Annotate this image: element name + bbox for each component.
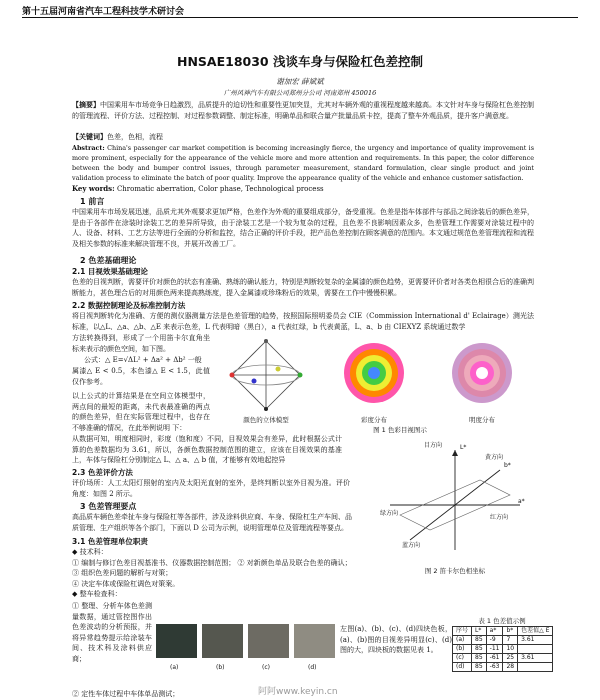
section-2-2-text-c: 属漆△ E < 0.5，本色漆△ E < 1.5，此值仅作参考。 <box>72 367 210 386</box>
swatch-c <box>248 624 289 658</box>
direction-label: 蓝方向 <box>402 542 421 549</box>
axis-label-b: b* <box>504 462 511 469</box>
section-2-2-heading: 2.2 数据控制理论及标准控制方法 <box>72 301 186 310</box>
table-cell: -63 <box>486 663 503 672</box>
abstract-en: Abstract: China's passenger car market competition is becoming increasingly fierce, the urgency and importance of quality improvement is more prominent, especially for the appearance of the vehicle more and more attention and requirements. In this paper, the color difference between the body and bumper control issues, through parameter measurement, standard formulation, clear single product and joint validation process to eliminate the batch of poor quality. Improve the appearance quality of the vehicle and enhance customer satisfaction. <box>72 144 534 182</box>
section-2-2-text-e: 从数据可知，明度相同时，彩度（饱和度）不同，目视效果会有差异，此时根据公式计算的色差数据均为 3.61，所以，各颜色数据控制范围的建立，应该在目视效果的基准上，车体与保险杠分别制定△ L、△ a、△ b 值，才能够有效地起控异 <box>72 435 342 464</box>
section-3-1-items <box>72 547 372 600</box>
item: ◆ 整车检查科： <box>72 590 122 598</box>
table-cell: 85 <box>472 663 487 672</box>
table-row <box>453 645 553 654</box>
section-2-3-text: 评价场所：人工太阳灯照射的室内及太阳光直射的室外，是终判断以室外目视为准。评价角度：如图 2 所示。 <box>72 479 350 498</box>
section-3-text: 高品质车辆色差牵扯车身与保险杠等各部件，涉及涂料供应商、车身、保险杠生产车间、品质管理、生产组织等各个部门，下面以 D 公司为示例，说明管理单位及管理流程等要点。 <box>72 513 352 532</box>
figure-1-panel-label: 明度分布 <box>469 416 495 424</box>
abstract-cn: 【摘要】中国乘用车市场竞争日趋激烈，品质提升的迫切性和重要性更加突显，尤其对车辆外观的重视程度越来越高。本文针对车身与保险杠色差控制的管理流程、评价方法、过程控制、对过程参数调整、制定标准，明确单品和联合量产批量品质卡控，提高了整车外观品质，提升客户满意度。 <box>72 100 534 120</box>
direction-label: 红方向 <box>490 514 509 521</box>
table-header: a* <box>486 627 503 636</box>
table-cell: 28 <box>503 663 518 672</box>
chroma-distribution <box>344 343 404 403</box>
table-row <box>453 663 553 672</box>
figure-2 <box>380 440 530 560</box>
item: ③ 组织色差问题的解析与对策； <box>72 569 173 577</box>
table-cell: 25 <box>503 654 518 663</box>
section-2-2-text-d: 以上公式的计算结果是在空间立体模型中，两点间的最短的距离，未代表最准确的两点的颜色差异，但在实际管理过程中，也存在不够准确的情况，在此举例说明 下： <box>72 392 210 432</box>
table-cell: 3.61 <box>518 636 553 645</box>
header-rule <box>22 17 578 18</box>
section-2-3-heading: 2.3 色差评价方法 <box>72 468 133 477</box>
section-3-heading: 3 色差管理要点 <box>80 502 137 511</box>
table-cell: 85 <box>472 636 487 645</box>
table-cell <box>518 645 553 654</box>
swatch-b <box>202 624 243 658</box>
watermark: 阿阿www.keyin.cn <box>258 687 338 697</box>
lightness-distribution <box>452 343 512 403</box>
table-1-caption: 表 1 色差值示例 <box>478 617 526 625</box>
table-cell: -61 <box>486 654 503 663</box>
table-1 <box>452 626 553 672</box>
figure-1-panel-label: 颜色的立体模型 <box>243 416 289 424</box>
table-cell: 85 <box>472 645 487 654</box>
section-3-1-heading: 3.1 色差管理单位职责 <box>72 537 148 546</box>
section-1-heading: 1 前言 <box>80 197 105 206</box>
keywords-en: Key words: Chromatic aberration, Color phase, Technological process <box>72 184 324 193</box>
figure-1-caption: 图 1 色彩目视图示 <box>373 426 427 434</box>
table-header: 序号 <box>453 627 472 636</box>
table-cell: 3.61 <box>518 654 553 663</box>
section-2-heading: 2 色差基础理论 <box>80 256 137 265</box>
table-row <box>453 654 553 663</box>
affiliation: 广州风神汽车有限公司郑州分公司 河南郑州 450016 <box>223 89 377 97</box>
table-header: L* <box>472 627 487 636</box>
table-cell: (d) <box>453 663 472 672</box>
table-header: 色差值△ E <box>518 627 553 636</box>
section-2-2-text-b: 方法转换得到，形成了一个用笛卡尔直角坐标来表示的颜色空间，如下图。 <box>72 334 210 353</box>
table-cell: -11 <box>486 645 503 654</box>
table-header-row <box>453 627 553 636</box>
swatch-a <box>156 624 197 658</box>
swatch-label: (b) <box>216 664 225 671</box>
item: ① 编制与修订色差目视基准书、仪器数据控制范围； ② 对新颜色单品及联合色差的确认； <box>72 558 352 567</box>
paper-title: HNSAE18030 浅谈车身与保险杠色差控制 <box>177 54 423 69</box>
direction-label: 目方向 <box>424 442 443 449</box>
section-2-1-text: 色差的目视判断，需要评价对颜色的状态有准确、熟练的确认能力，特别是判断较复杂的金属漆的颜色趋势，更需要评价者对各类色相很合后的准确判断能力，甚色理合后的对用颜色两来提高熟练度，提入金属漆或珍珠粉后的效果，需要在工作中慢慢积累。 <box>72 278 534 297</box>
axis-label-a: a* <box>518 498 525 505</box>
table-cell: -9 <box>486 636 503 645</box>
figure-1-panel-label: 彩度分布 <box>361 416 387 424</box>
figure-3-text: 左图(a)、(b)、(c)、(d)四块色板，(a)、(b)图的目视差异明显(c)、(d)图的大，四块板的数据见表 1。 <box>340 625 452 654</box>
swatch-label: (c) <box>262 664 270 671</box>
table-cell: 10 <box>503 645 518 654</box>
direction-label: 绿方向 <box>380 510 399 517</box>
color-solid-model <box>230 339 303 411</box>
table-cell: (a) <box>453 636 472 645</box>
table-header: b* <box>503 627 518 636</box>
figure-2-caption: 图 2 笛卡尔色相坐标 <box>424 567 486 575</box>
last-line: ② 定性车体过程中车体单品测试； <box>72 690 180 698</box>
figure-3 <box>156 624 336 682</box>
table-row <box>453 636 553 645</box>
section-2-2-text-a: 将目视判断转化为准确、方便的测仪器测量方法是色差管理的趋势，按照国际照明委员会 CIE（Commission International d' Eclairage）测光法标准，以△L、△a、△b、△E 来表示色差，L 代表明暗（黑白），a 代表红绿，b 代表黄蓝，L、a、b 由 CIEXYZ 系统通过数学 <box>72 312 534 331</box>
inspection-text: ① 整理、分析车体色差测量数据，通过管控图作出色差波动的分析预报，并将异常趋势提示给涂装车间、技术科及涂料供应商； <box>72 602 152 663</box>
table-cell: (c) <box>453 654 472 663</box>
section-2-1-heading: 2.1 目视效果基础理论 <box>72 267 148 276</box>
swatch-label: (d) <box>308 664 317 671</box>
table-cell: 85 <box>472 654 487 663</box>
item: ④ 决定车体或保险杠调色对策案。 <box>72 579 180 588</box>
keywords-cn: 【关键词】色差，色相，流程 <box>72 132 163 141</box>
table-cell <box>518 663 553 672</box>
swatch-d <box>294 624 335 658</box>
direction-label: 黄方向 <box>485 454 504 461</box>
running-header: 第十五届河南省汽车工程科技学术研讨会 <box>22 7 185 17</box>
authors: 谢加宏 薛斌斌 <box>276 77 324 86</box>
formula: 公式：△ E=√ΔL² + Δa² + Δb² 一般 <box>84 356 202 364</box>
section-1-text: 中国乘用车市场发展迅速，品质尤其外观要求更加严格，色差作为外观的重要组成部分，备受重视。色差是指车体部件与部品之间涂装后的颜色差异，是由于各部件在涂装时涂装工艺的差异所导致，由于涂装工艺是一个较为复杂的过程，且色差不良影响因素众多，色差管理工作需要对涂装过程中的人、设备、材料、工艺方法等进行全面的分析和监控，结合正确的评价手段，把产品色差控制在顾客满意的范围内。本文通过规范色差管理流程和流程及相关参数的标准来解决管理不良，并展开改善工厂。 <box>72 208 534 248</box>
axis-label-l: L* <box>460 444 467 451</box>
figure-1-drawing <box>214 335 534 413</box>
item: ◆ 技术科： <box>72 548 108 556</box>
swatch-label: (a) <box>170 664 179 671</box>
figure-1 <box>214 335 534 424</box>
table-cell: 7 <box>503 636 518 645</box>
table-cell: (b) <box>453 645 472 654</box>
